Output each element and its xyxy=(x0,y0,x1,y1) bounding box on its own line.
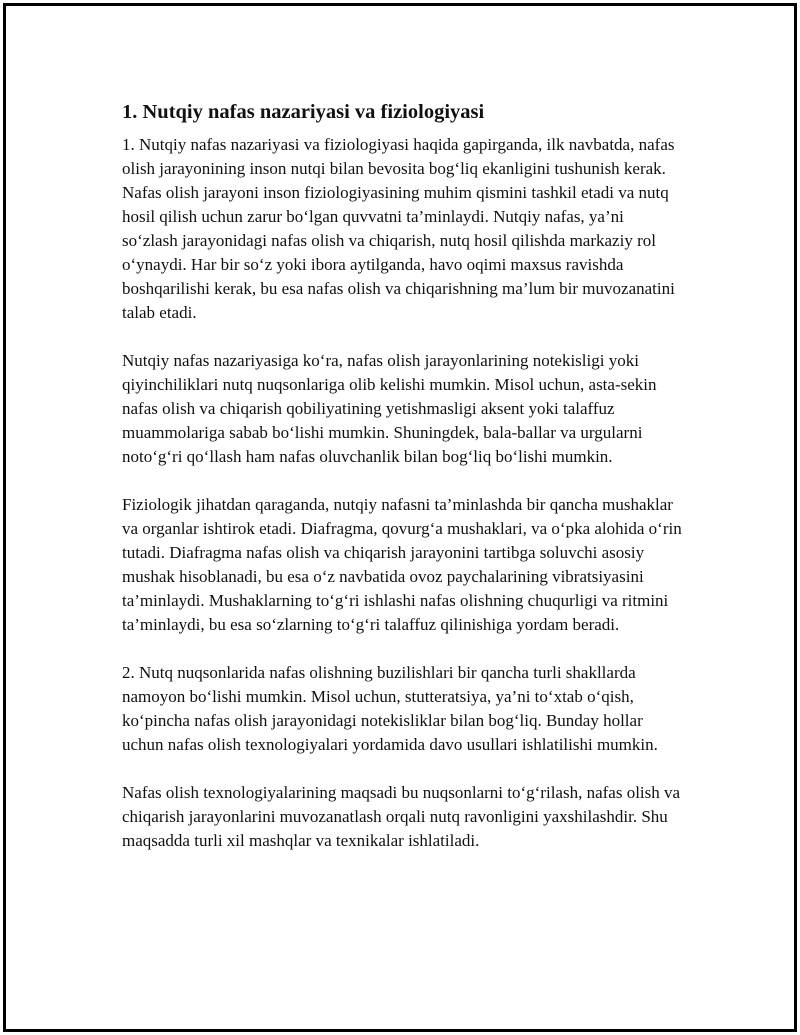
paragraph: Fiziologik jihatdan qaraganda, nutqiy nafasni ta’minlashda bir qancha mushaklar va organlar ishtirok etadi. Diafragma, qovurg‘a mushaklari, va o‘pka alohida o‘rin tutadi. Diafragma nafas olish va chiqarish jarayonini tartibga soluvchi asosiy mushak hisoblanadi, bu esa o‘z navbatida ovoz paychalarining vibratsiyasini ta’minlaydi. Mushaklarning to‘g‘ri ishlashi nafas olishning chuqurligi va ritmini ta’minlaydi, bu esa so‘zlarning to‘g‘ri talaffuz qilinishiga yordam beradi. xyxy=(122,495,682,634)
document-body xyxy=(122,99,682,877)
paragraph: Nutqiy nafas nazariyasiga ko‘ra, nafas olish jarayonlarining notekisligi yoki qiyinchiliklari nutq nuqsonlariga olib kelishi mumkin. Misol uchun, asta-sekin nafas olish va chiqarish qobiliyatining yetishmasligi aksent yoki talaffuz muammolariga sabab bo‘lishi mumkin. Shuningdek, bala-ballar va urgularni noto‘g‘ri qo‘llash ham nafas oluvchanlik bilan bog‘liq bo‘lishi mumkin. xyxy=(122,351,657,466)
paragraph: 1. Nutqiy nafas nazariyasi va fiziologiyasi haqida gapirganda, ilk navbatda, nafas olish jarayonining inson nutqi bilan bevosita bog‘liq ekanligini tushunish kerak. Nafas olish jarayoni inson fiziologiyasining muhim qismini tashkil etadi va nutq hosil qilish uchun zarur bo‘lgan quvvatni ta’minlaydi. Nutqiy nafas, ya’ni so‘zlash jarayonidagi nafas olish va chiqarish, nutq hosil qilishda markaziy rol o‘ynaydi. Har bir so‘z yoki ibora aytilganda, havo oqimi maxsus ravishda boshqarilishi kerak, bu esa nafas olish va chiqarishning ma’lum bir muvozanatini talab etadi. xyxy=(122,135,675,322)
paragraph: 2. Nutq nuqsonlarida nafas olishning buzilishlari bir qancha turli shakllarda namoyon bo‘lishi mumkin. Misol uchun, stutteratsiya, ya’ni to‘xtab o‘qish, ko‘pincha nafas olish jarayonidagi notekisliklar bilan bog‘liq. Bunday hollar uchun nafas olish texnologiyalari yordamida davo usullari ishlatilishi mumkin. xyxy=(122,663,658,754)
paragraph: Nafas olish texnologiyalarining maqsadi bu nuqsonlarni to‘g‘rilash, nafas olish va chiqarish jarayonlarini muvozanatlash orqali nutq ravonligini yaxshilashdir. Shu maqsadda turli xil mashqlar va texnikalar ishlatiladi. xyxy=(122,783,681,850)
section-heading: 1. Nutqiy nafas nazariyasi va fiziologiyasi xyxy=(122,101,485,123)
page-frame xyxy=(3,3,797,1032)
